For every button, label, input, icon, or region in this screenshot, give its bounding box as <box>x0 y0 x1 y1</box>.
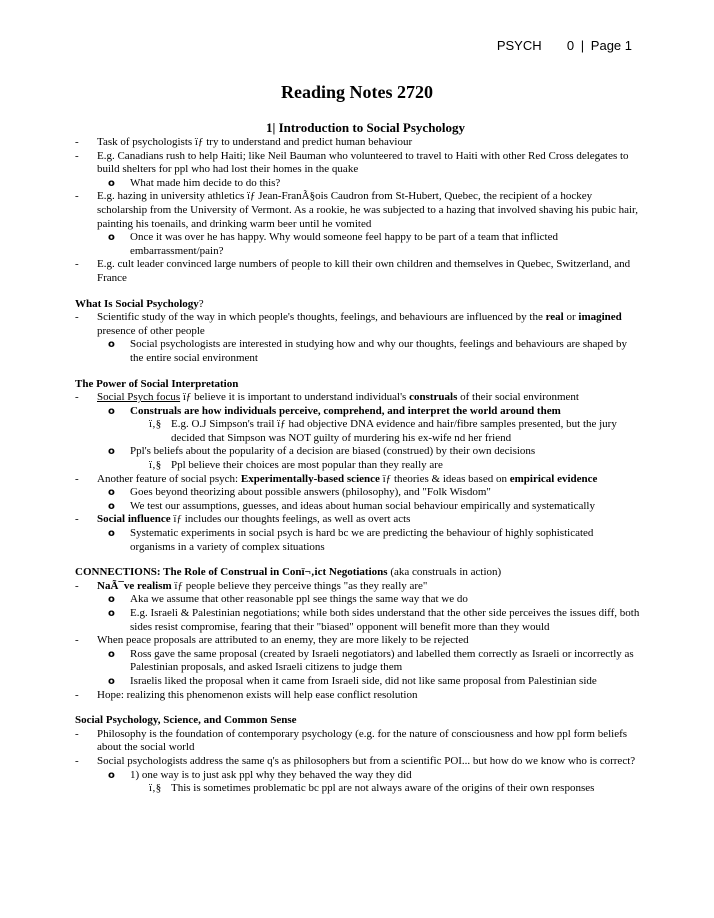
dash-bullet-icon: - <box>75 149 79 162</box>
dash-bullet-icon: - <box>75 311 79 324</box>
list-item: o Social psychologists are interested in studying how and why our thoughts, feelings and behaviours are shaped by the entire social environment <box>108 338 628 364</box>
list-item: - Scientific study of the way in which people's thoughts, feelings, and behaviours are influenced by the real or imagined presence of other people <box>75 311 622 337</box>
header-separator: | <box>580 38 585 53</box>
list-item: - When peace proposals are attributed to an enemy, they are more likely to be rejected <box>75 634 469 647</box>
circle-bullet-icon: o <box>108 608 115 619</box>
dash-bullet-icon: - <box>75 579 79 592</box>
list-item: o Ross gave the same proposal (created by Israeli negotiators) and labelled them correctly as Israeli or incorrectly as Palestinian proposals, and asked Israeli citizens to judge them <box>108 647 634 674</box>
list-item: o 1) one way is to just ask ppl why they behaved the way they did <box>108 768 412 781</box>
circle-bullet-icon: o <box>108 769 115 781</box>
list-item: - Hope: realizing this phenomenon exists will help ease conflict resolution <box>75 688 418 701</box>
circle-bullet-icon: o <box>108 339 115 351</box>
list-item: - Social Psych focus ïƒ believe it is important to understand individual's construals of their social environment <box>75 391 579 404</box>
list-item: ï‚§ E.g. O.J Simpson's trail ïƒ had objective DNA evidence and hair/fibre samples presented, but the jury decided that Simpson was NOT guilty of murdering his ex-wife nd her friend <box>149 418 617 444</box>
list-item: o Israelis liked the proposal when it came from Israeli side, did not like same proposal from Palestinian side <box>108 674 597 687</box>
circle-bullet-icon: o <box>108 500 115 512</box>
section-heading: The Power of Social Interpretation <box>75 377 239 390</box>
section-heading: What Is Social Psychology? <box>75 297 204 310</box>
header-page-label: Page 1 <box>590 38 632 53</box>
list-item: o Aka we assume that other reasonable ppl see things the same way that we do <box>108 593 468 606</box>
list-item: o We test our assumptions, guesses, and ideas about human social behaviour empirically and systematically <box>108 499 595 512</box>
circle-bullet-icon: o <box>108 232 115 244</box>
circle-bullet-icon: o <box>108 487 115 499</box>
list-item: - Philosophy is the foundation of contemporary psychology (e.g. for the nature of consciousness and how ppl form beliefs about the social world <box>75 727 628 754</box>
list-item: ï‚§ Ppl believe their choices are most popular than they really are <box>149 459 443 472</box>
dash-bullet-icon: - <box>75 391 79 404</box>
circle-bullet-icon: o <box>108 648 115 660</box>
dash-bullet-icon: - <box>75 688 79 701</box>
dash-bullet-icon: - <box>75 190 79 203</box>
list-item: - E.g. cult leader convinced large numbers of people to kill their own children and themselves in Quebec, Switzerland, and France <box>75 258 631 284</box>
section-heading: Social Psychology, Science, and Common Sense <box>75 714 297 727</box>
square-bullet-icon: ï‚§ <box>149 459 162 472</box>
list-item: o What made him decide to do this? <box>108 176 281 189</box>
circle-bullet-icon: o <box>108 405 115 417</box>
chapter-title: 1| Introduction to Social Psychology <box>265 120 466 135</box>
square-bullet-icon: ï‚§ <box>149 418 162 431</box>
list-item: o Construals are how individuals perceive, comprehend, and interpret the world around them <box>108 404 561 417</box>
list-item: ï‚§ This is sometimes problematic bc ppl are not always aware of the origins of their own responses <box>149 782 595 795</box>
list-item: - NaÃ¯ve realism ïƒ people believe they perceive things "as they really are" <box>75 579 428 592</box>
dash-bullet-icon: - <box>75 513 79 526</box>
dash-bullet-icon: - <box>75 634 79 647</box>
dash-bullet-icon: - <box>75 727 79 740</box>
circle-bullet-icon: o <box>108 528 115 540</box>
circle-bullet-icon: o <box>108 446 115 458</box>
header-course: PSYCH <box>496 38 542 53</box>
dash-bullet-icon: - <box>75 472 79 485</box>
list-item: - Another feature of social psych: Experimentally-based science ïƒ theories & ideas based on empirical evidence <box>75 472 598 485</box>
list-item: o Once it was over he has happy. Why would someone feel happy to be part of a team that inflicted embarrassment/pain? <box>108 231 558 257</box>
list-item: - Social psychologists address the same q's as philosophers but from a scientific POI... but how do we know who is correct? <box>75 754 636 767</box>
dash-bullet-icon: - <box>75 136 79 148</box>
document-title: Reading Notes 2720 <box>281 82 433 102</box>
page-header <box>497 38 632 53</box>
dash-bullet-icon: - <box>75 258 79 271</box>
list-item: o Goes beyond theorizing about possible answers (philosophy), and "Folk Wisdom" <box>108 486 491 499</box>
section-heading: CONNECTIONS: The Role of Construal in Conï¬‚ict Negotiations (aka construals in action) <box>75 566 502 579</box>
list-item: - E.g. Canadians rush to help Haiti; like Neil Bauman who volunteered to travel to Haiti with other Red Cross delegates to build shelters for ppl who had lost their homes in the quake <box>75 149 629 176</box>
square-bullet-icon: ï‚§ <box>149 782 162 795</box>
list-item: o E.g. Israeli & Palestinian negotiations; while both sides understand that the other side perceives the issues diff, both sides resist compromise, fearing that their "biased" opponent will benefit more than they would <box>108 607 640 633</box>
document-body <box>75 120 640 796</box>
dash-bullet-icon: - <box>75 754 79 767</box>
circle-bullet-icon: o <box>108 177 115 189</box>
list-item: o Ppl's beliefs about the popularity of a decision are biased (construed) by their own decisions <box>108 445 536 458</box>
header-page-number: 0 <box>566 38 575 53</box>
circle-bullet-icon: o <box>108 594 115 606</box>
circle-bullet-icon: o <box>108 675 115 687</box>
list-item: - Social influence ïƒ includes our thoughts feelings, as well as overt acts <box>75 513 411 526</box>
list-item: o Systematic experiments in social psych is hard bc we are predicting the behaviour of highly sophisticated organisms in a variety of complex situations <box>108 527 594 553</box>
list-item: - E.g. hazing in university athletics ïƒ Jean-FranÃ§ois Caudron from St-Hubert, Quebec, the recipient of a hockey scholarship from the University of Vermont. As a rookie, he was subjected to a hazing that involved shaving his pubic hair, painting his toenails, and drinking warm beer until he vomited <box>75 190 638 230</box>
list-item: - Task of psychologists ïƒ try to understand and predict human behaviour <box>75 136 413 148</box>
